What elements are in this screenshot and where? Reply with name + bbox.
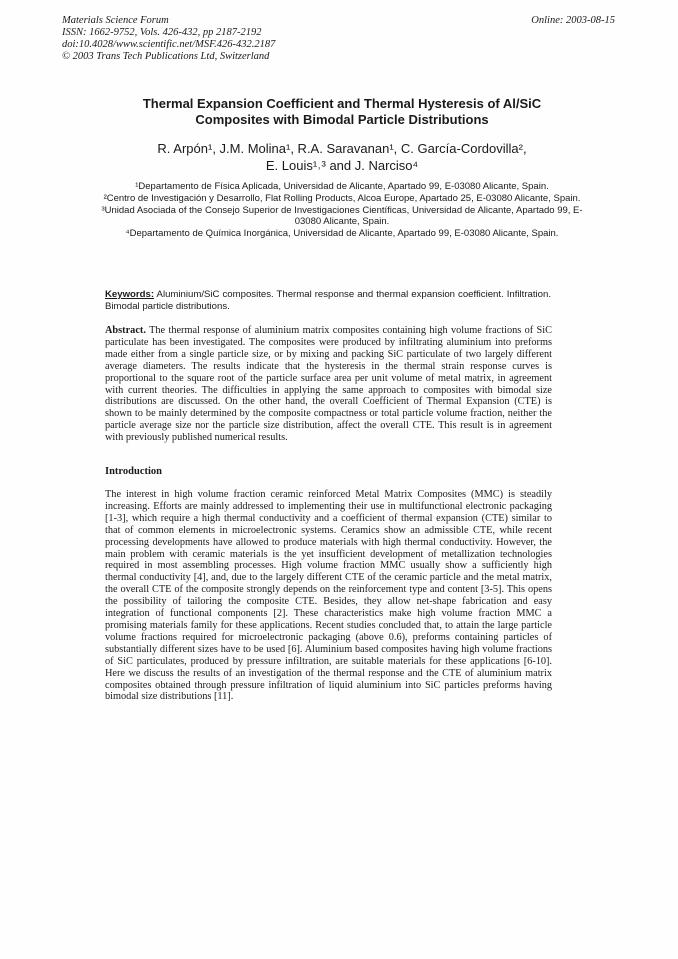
authors-line-2: E. Louis¹˒³ and J. Narciso⁴ bbox=[265, 157, 419, 173]
introduction-text: The interest in high volume fraction ceramic reinforced Metal Matrix Composites (MMC) is steadily increasing. Efforts are mainly addressed to implementing their use in multifunctional electronic packaging [1-3], which require a high thermal conductivity and a coefficient of thermal expansion (CTE) similar to that of common elements in microelectronic systems. Ceramics show an admissible CTE, while recent processing developments have allowed to produce materials with high thermal conductivity. However, the main problem with ceramic materials is the yet insufficient development of metallization technologies required in most assembling processes. High volume fraction MMC usually show a sufficiently high thermal conductivity [4], and, due to the largely different CTE of the ceramic particle and the metal matrix, the overall CTE of the composite strongly depends on the reinforcement type and content [3-5]. This opens the possibility of tailoring the composite CTE. Besides, they allow net-shape fabrication and easy integration of functional components [2]. These characteristics make high volume fraction MMC a promising materials family for these applications. Recent studies concluded that, to attain the large particle volume fractions required for microelectronic packaging (above 0.6), preforms containing particles of substantially different sizes have to be used [6]. Aluminium based composites having high volume fractions of SiC particulates, produced by pressure infiltration, are suitable materials for these applications [6-10]. Here we discuss the results of an investigation of the thermal response and the CTE of aluminium matrix composites obtained through pressure infiltration of liquid aluminium into SiC particles preforms having bimodal size distributions [11]. bbox=[105, 489, 552, 703]
affiliation-1: ¹Departamento de Física Aplicada, Universidad de Alicante, Apartado 99, E-03080 Alicante, Spain. bbox=[135, 181, 549, 192]
online-date: Online: 2003-08-15 bbox=[531, 15, 615, 26]
title-line-2: Composites with Bimodal Particle Distributions bbox=[195, 112, 489, 127]
journal-header bbox=[62, 15, 275, 63]
paper-title bbox=[100, 96, 584, 128]
affiliation-2: ²Centro de Investigación y Desarrollo, Flat Rolling Products, Alcoa Europe, Apartado 25, E-03080 Alicante, Spain. bbox=[103, 192, 581, 204]
keywords-text: Aluminium/SiC composites. Thermal response and thermal expansion coefficient. Infiltration. Bimodal particle distributions. bbox=[105, 289, 551, 312]
abstract-label: Abstract. bbox=[105, 325, 146, 336]
abstract-text: The thermal response of aluminium matrix composites containing high volume fractions of SiC particulate has been investigated. The composites were produced by infiltrating aluminium into preforms made either from a single particle size, or by mixing and packing SiC particulate of two largely different average diameters. The results indicate that the hysteresis in the thermal strain response curves is proportional to the square root of the particle surface area per unit volume of metal matrix, in agreement with current theories. The difficulties in applying the same approach to composites with bimodal size distributions are discussed. On the other hand, the overall Coefficient of Thermal Expansion (CTE) is shown to be mainly determined by the composite compactness or total particle volume fraction, neither the particle average size nor the particle size distribution, affect the overall CTE. This result is in agreement with previously published numerical results. bbox=[105, 325, 553, 444]
title-line-1: Thermal Expansion Coefficient and Thermal Hysteresis of Al/SiC bbox=[142, 96, 542, 111]
author-list bbox=[110, 141, 574, 174]
affiliations bbox=[98, 181, 586, 240]
affiliation-3: ³Unidad Asociada of the Consejo Superior de Investigaciones Científicas, Universidad de Alicante, Apartado 99, E-03080 Alicante, Spain. bbox=[101, 204, 583, 228]
authors-line-1: R. Arpón¹, J.M. Molina¹, R.A. Saravanan¹, C. García-Cordovilla², bbox=[157, 141, 527, 156]
copyright-line: © 2003 Trans Tech Publications Ltd, Switzerland bbox=[62, 51, 270, 62]
issn-line: ISSN: 1662-9752, Vols. 426-432, pp 2187-2192 bbox=[62, 27, 262, 38]
abstract-section bbox=[105, 325, 552, 444]
journal-name: Materials Science Forum bbox=[62, 15, 169, 26]
affiliation-4: ⁴Departamento de Química Inorgánica, Universidad de Alicante, Apartado 99, E-03080 Alicante, Spain. bbox=[125, 228, 559, 240]
doi-link[interactable]: doi:10.4028/www.scientific.net/MSF.426-432.2187 bbox=[62, 39, 276, 50]
introduction-heading: Introduction bbox=[105, 466, 162, 477]
keywords-label: Keywords: bbox=[105, 289, 155, 300]
keywords-section bbox=[105, 289, 551, 312]
